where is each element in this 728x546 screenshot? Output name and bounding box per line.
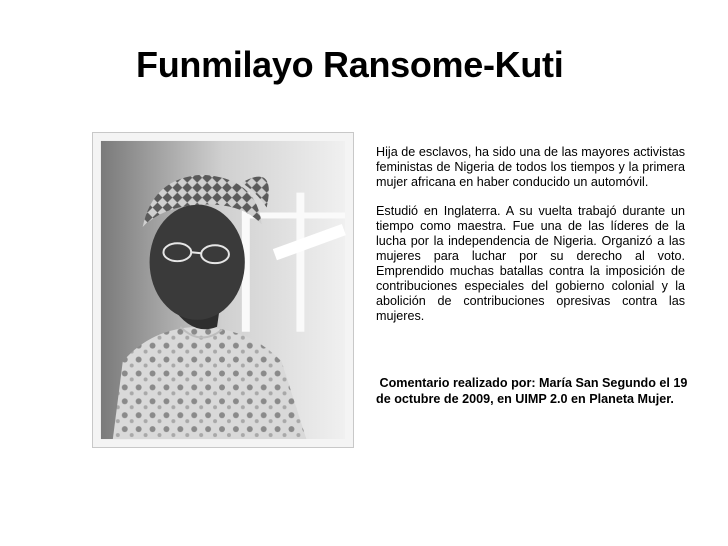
biography-paragraph-2: Estudió en Inglaterra. A su vuelta trabajó durante un tiempo como maestra. Fue una de las líderes de la lucha por la independencia de Nigeria. Organizó a las mujeres para luchar por su derecho al voto. Emprendido muchas batallas contra la imposición de contribuciones especiales del gobierno colonial y la abolición de contribuciones opresivas contra las mujeres.: [376, 204, 685, 323]
slide-title: Funmilayo Ransome-Kuti: [136, 44, 564, 85]
biography-paragraph-1: Hija de esclavos, ha sido una de las mayores activistas feministas de Nigeria de todos los tiempos y la primera mujer africana en haber conducido un automóvil.: [376, 145, 685, 189]
credit-note: Comentario realizado por: María San Segundo el 19 de octubre de 2009, en UIMP 2.0 en Planeta Mujer.: [376, 376, 691, 406]
portrait-photo: [92, 132, 354, 448]
biography-text: [376, 145, 685, 338]
